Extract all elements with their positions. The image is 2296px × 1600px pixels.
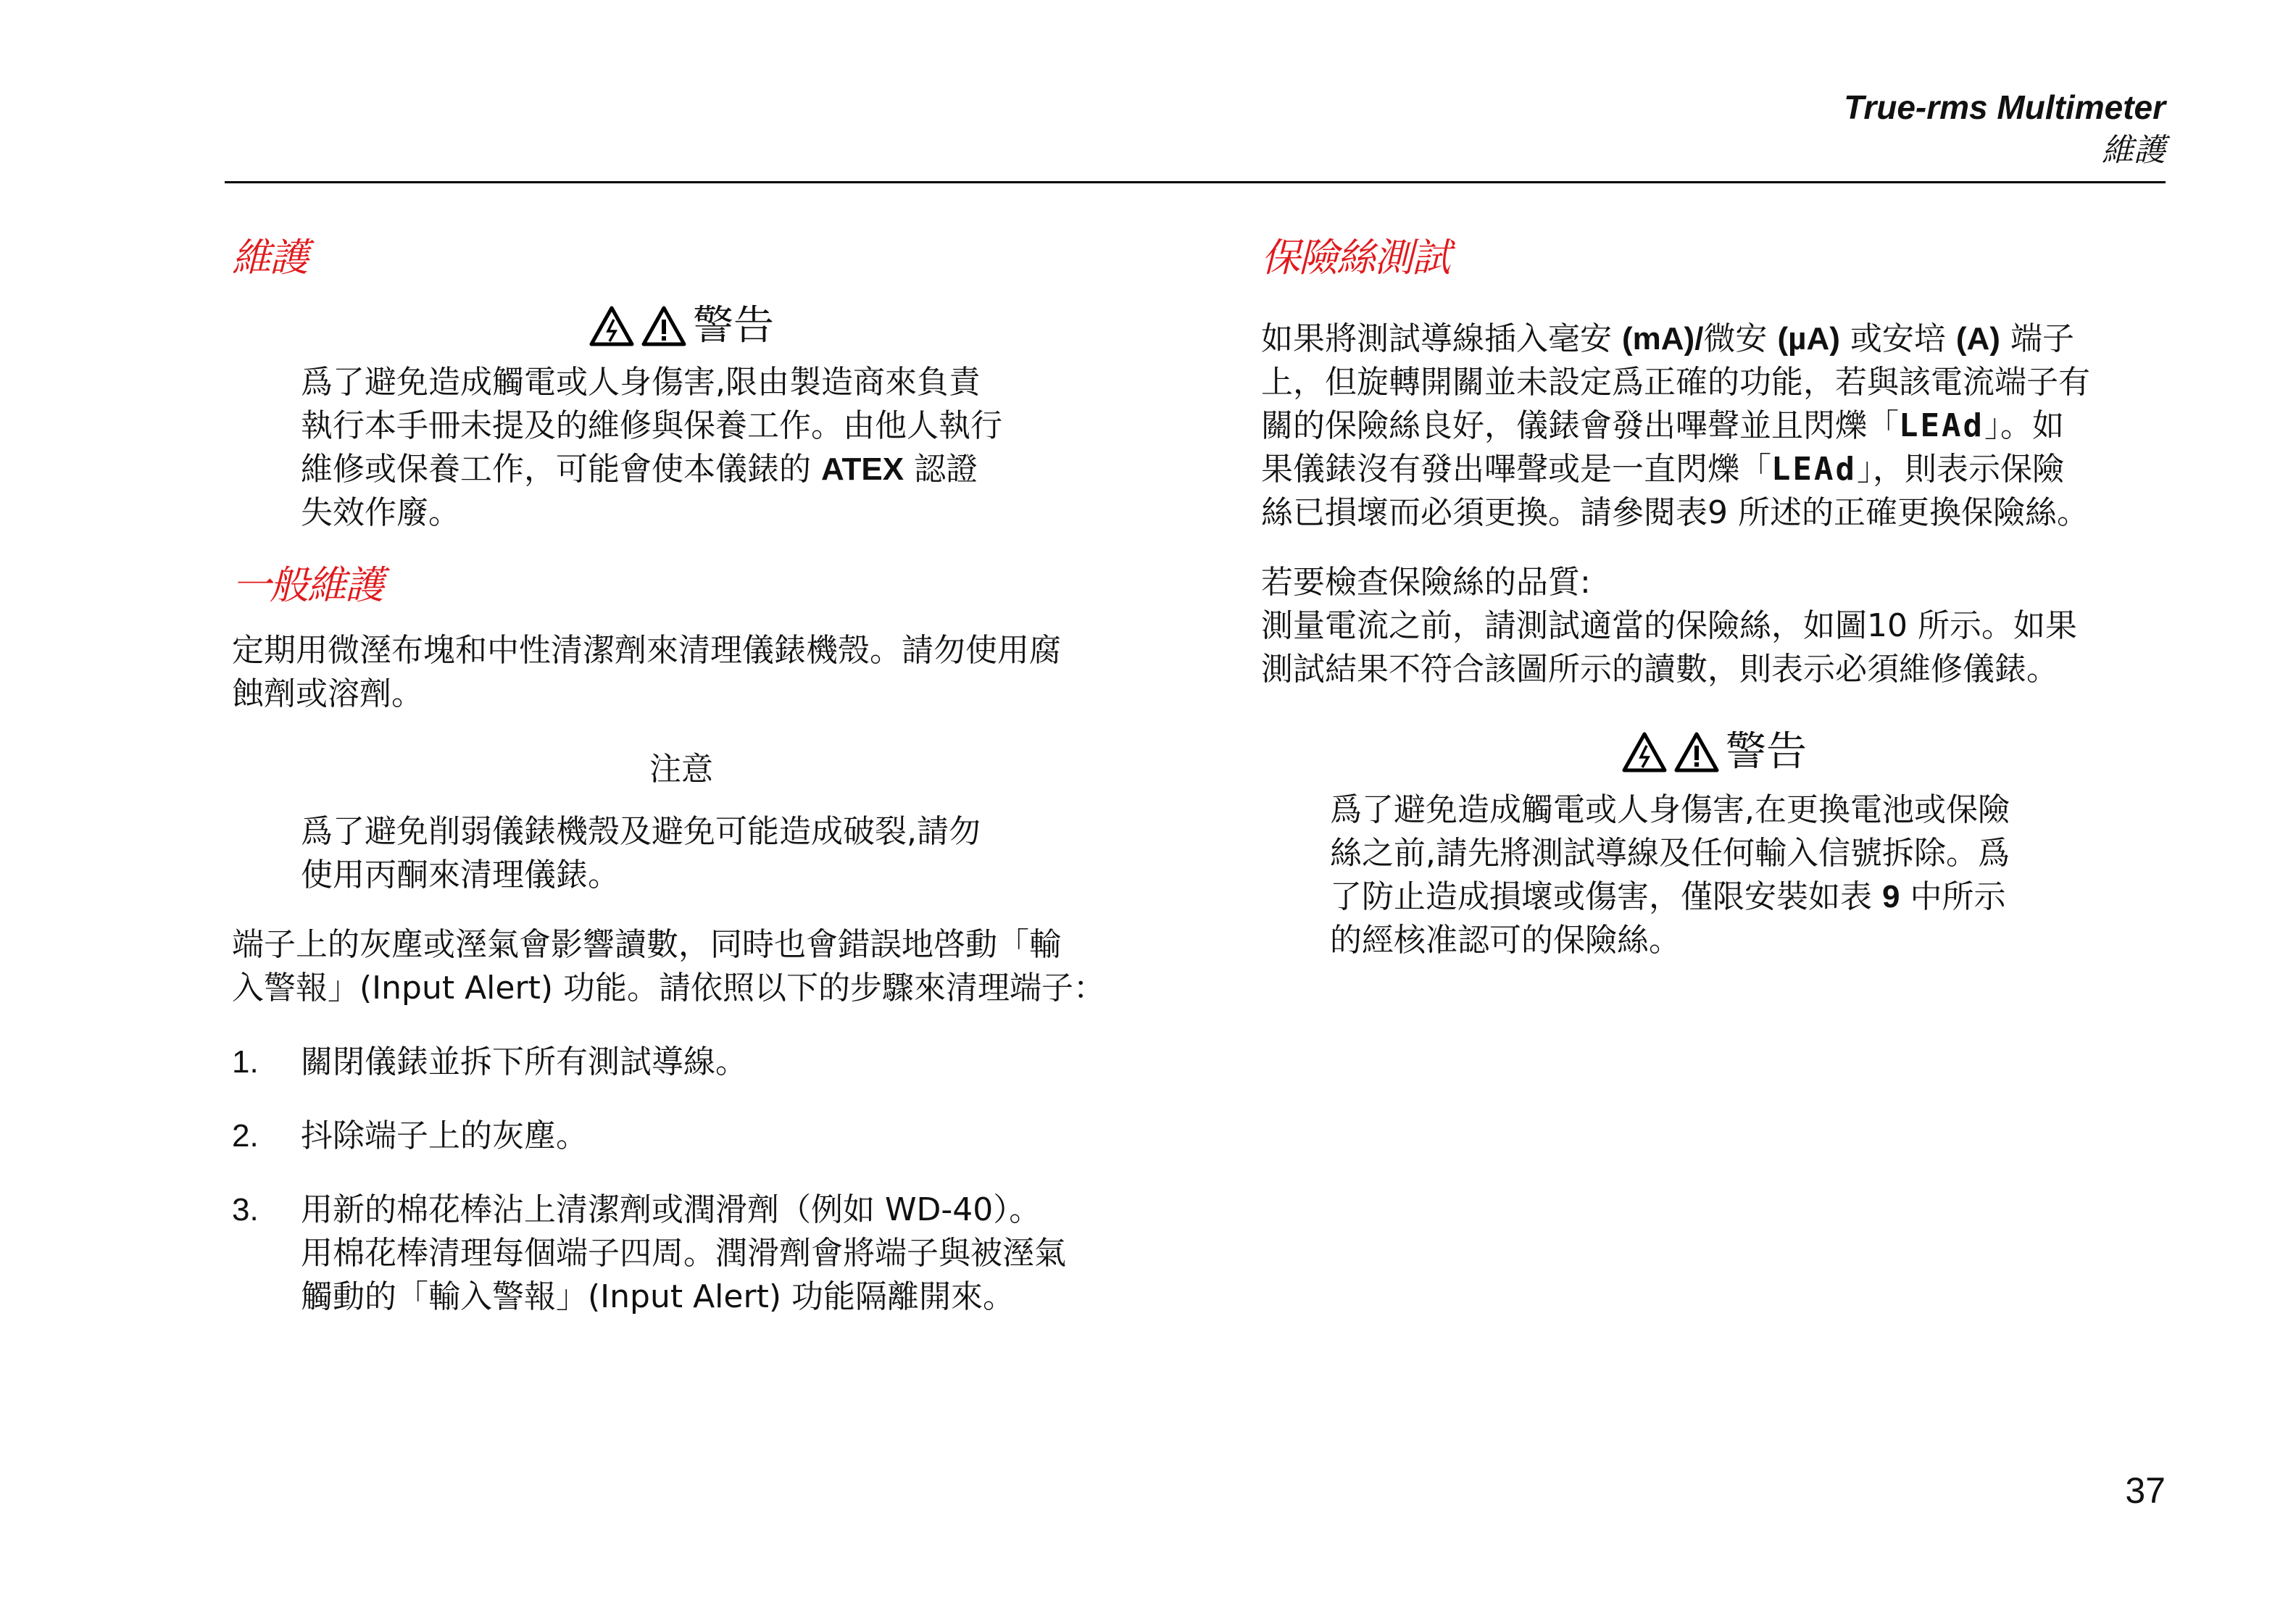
list-item <box>232 1041 1131 1084</box>
warning-line: 爲了避免造成觸電或人身傷害,限由製造商來負責 <box>301 364 981 401</box>
paragraph-line: 上，但旋轉開關並未設定爲正確的功能，若與該電流端子有 <box>1261 364 2090 401</box>
shock-hazard-icon <box>1621 731 1668 773</box>
warning-title <box>1261 723 2167 781</box>
left-column <box>232 230 1131 1319</box>
step-text: 關閉儀錶並拆下所有測試導線。 <box>301 1043 747 1080</box>
step-number: 2. <box>232 1118 259 1154</box>
step-text: 抖除端子上的灰塵。 <box>301 1117 588 1154</box>
terminal-paragraph <box>232 923 1131 1010</box>
atex-bold: ATEX <box>821 451 904 487</box>
warning-text <box>1330 788 2109 962</box>
shock-hazard-icon <box>588 305 635 347</box>
fuse-paragraph <box>1261 317 2167 535</box>
section-heading-maintenance: 維護 <box>232 235 307 280</box>
warning-line: 維修或保養工作，可能會使本儀錶的 ATEX 認證 <box>301 451 978 488</box>
running-header <box>1844 86 2166 172</box>
warning-line: 絲之前,請先將測試導線及任何輸入信號拆除。爲 <box>1330 835 2010 872</box>
general-paragraph <box>232 629 1131 716</box>
warning-label: 警告 <box>693 302 774 349</box>
section-heading-fuse-test: 保險絲測試 <box>1261 235 1449 280</box>
paragraph-line: 如果將測試導線插入毫安 (mA)/微安 (µA) 或安培 (A) 端子 <box>1261 320 2074 357</box>
lcd-lead-display: LEAd <box>1771 451 1857 488</box>
header-rule <box>225 181 2166 183</box>
warning-line: 執行本手冊未提及的維修與保養工作。由他人執行 <box>301 407 1002 444</box>
paragraph-line: 定期用微溼布塊和中性清潔劑來清理儀錶機殼。請勿使用腐 <box>232 632 1061 669</box>
header-subtitle: 維護 <box>2102 132 2166 169</box>
warning-line: 了防止造成損壞或傷害，僅限安裝如表 9 中所示 <box>1330 878 2006 915</box>
warning-line: 的經核准認可的保險絲。 <box>1330 922 1681 959</box>
paragraph-line: 端子上的灰塵或溼氣會影響讀數，同時也會錯誤地啓動「輸 <box>232 926 1061 963</box>
warning-line: 失效作廢。 <box>301 494 460 531</box>
page-number: 37 <box>2125 1470 2166 1511</box>
paragraph-line: 測試結果不符合該圖所示的讀數，則表示必須維修儀錶。 <box>1261 651 2058 688</box>
step-number: 1. <box>232 1044 259 1080</box>
warning-text <box>301 361 1073 535</box>
warning-triangle-icon <box>641 305 687 347</box>
caution-line: 使用丙酮來清理儀錶。 <box>301 857 620 893</box>
paragraph-line: 若要檢查保險絲的品質: <box>1261 564 1591 601</box>
step-number: 3. <box>232 1192 259 1228</box>
caution-line: 爲了避免削弱儀錶機殼及避免可能造成破裂,請勿 <box>301 813 981 850</box>
header-title: True-rms Multimeter <box>1844 88 2166 126</box>
paragraph-line: 關的保險絲良好，儀錶會發出嗶聲並且閃爍「LEAd」。如 <box>1261 407 2064 444</box>
paragraph-line: 絲已損壞而必須更換。請參閱表9 所述的正確更換保險絲。 <box>1261 494 2089 531</box>
right-column <box>1261 230 2167 962</box>
list-item <box>232 1188 1131 1319</box>
warning-label: 警告 <box>1726 728 1807 775</box>
paragraph-line: 測量電流之前，請測試適當的保險絲，如圖10 所示。如果 <box>1261 607 2077 644</box>
paragraph-line: 入警報」(Input Alert) 功能。請依照以下的步驟來清理端子： <box>232 970 1105 1007</box>
warning-line: 爲了避免造成觸電或人身傷害,在更換電池或保險 <box>1330 791 2010 828</box>
cleaning-steps <box>232 1041 1131 1319</box>
paragraph-line: 果儀錶沒有發出嗶聲或是一直閃爍「LEAd」，則表示保險 <box>1261 451 2064 488</box>
lcd-lead-display: LEAd <box>1899 407 1984 444</box>
warning-title <box>232 297 1131 355</box>
paragraph-line: 蝕劑或溶劑。 <box>232 675 423 712</box>
section-heading-general-maintenance: 一般維護 <box>232 562 383 608</box>
caution-title: 注意 <box>649 751 713 788</box>
warning-triangle-icon <box>1673 731 1720 773</box>
fuse-check-paragraph <box>1261 561 2167 691</box>
list-item <box>232 1114 1131 1158</box>
caution-text <box>301 810 1073 897</box>
step-text: 用新的棉花棒沾上清潔劑或潤滑劑（例如 WD-40）。 用棉花棒清理每個端子四周。潤滑劑會將端子與被溼氣 觸動的「輸入警報」(Input Alert) 功能隔離開來。 <box>301 1191 1066 1315</box>
